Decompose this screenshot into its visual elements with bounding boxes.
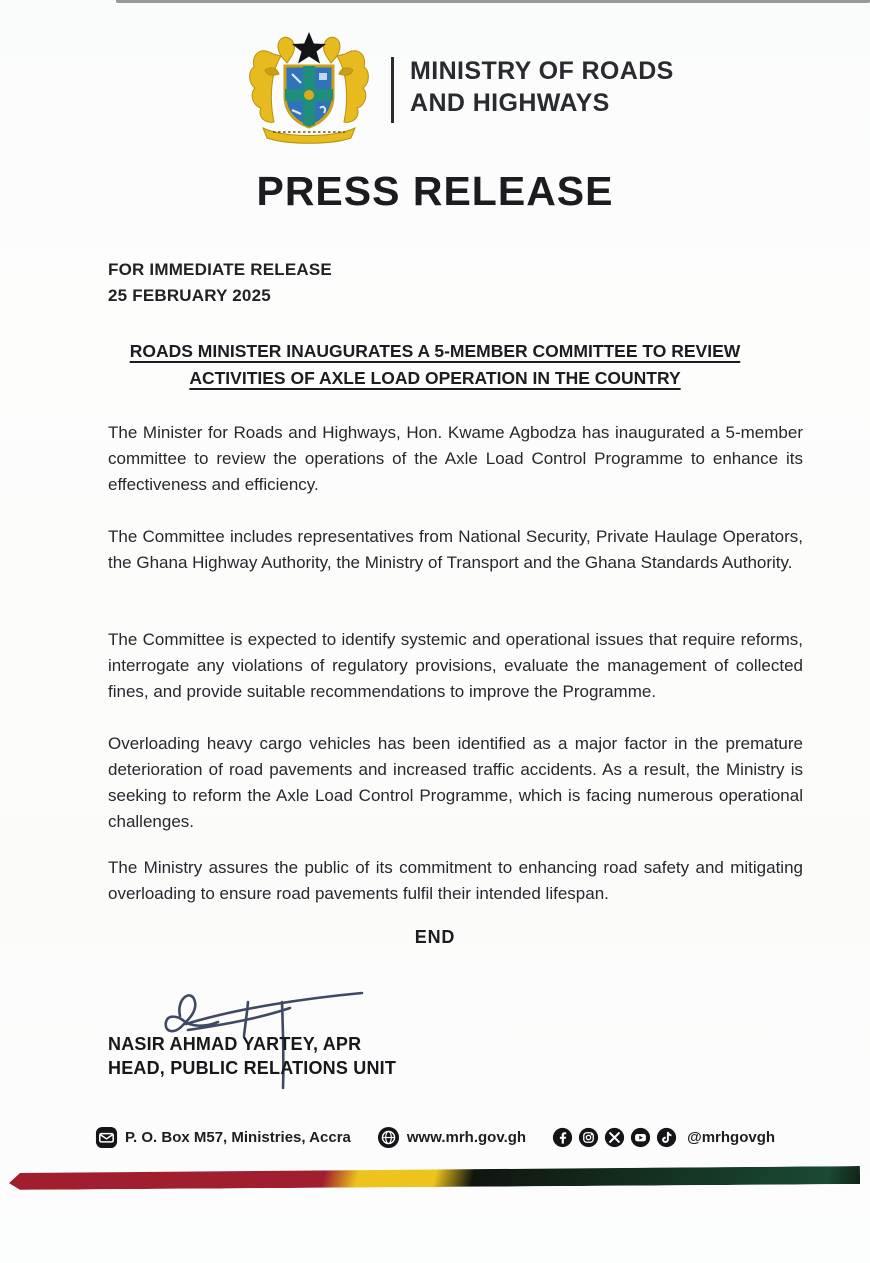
paragraph-3: The Committee is expected to identify systemic and operational issues that require reforms, interrogate any violations of regulatory provisions, evaluate the management of collected fines, and provide suitable recommendations to improve the Programme. [108,630,803,701]
signatory-title: HEAD, PUBLIC RELATIONS UNIT [108,1058,397,1078]
envelope-icon [95,1126,118,1149]
address-text: P. O. Box M57, Ministries, Accra [124,1129,351,1146]
footer-contact-bar [0,1126,870,1149]
headline-line1: ROADS MINISTER INAUGURATES A 5-MEMBER COMMITTEE TO REVIEW [129,341,741,361]
website [377,1126,526,1149]
ministry-name-line1: MINISTRY OF ROADS [410,57,674,85]
ghana-flag-stripe [9,1166,860,1190]
document-title: PRESS RELEASE [256,168,614,214]
tiktok-icon [656,1127,677,1148]
paragraph-1: The Minister for Roads and Highways, Hon. Kwame Agbodza has inaugurated a 5-member committee to review the operations of the Axle Load Control Programme to enhance its effectiveness and efficiency. [108,423,803,494]
release-info [108,257,332,309]
youtube-icon [630,1127,651,1148]
paragraph-2: The Committee includes representatives from National Security, Private Haulage Operators, the Ghana Highway Authority, the Ministry of Transport and the Ghana Standards Authority. [108,527,803,572]
x-icon [604,1127,625,1148]
social-links [552,1127,775,1148]
facebook-icon [552,1127,573,1148]
end-marker: END [414,927,456,947]
headline-line2: ACTIVITIES OF AXLE LOAD OPERATION IN THE COUNTRY [189,368,681,388]
release-status: FOR IMMEDIATE RELEASE [108,260,332,279]
ministry-name-line2: AND HIGHWAYS [410,89,610,117]
signatory-block [108,1032,396,1080]
header-divider [391,57,394,123]
ghana-coat-of-arms-icon [243,26,375,146]
scan-edge-artifact [116,0,870,3]
website-text: www.mrh.gov.gh [406,1129,527,1146]
social-handle-text: @mrhgovgh [687,1129,776,1146]
paragraph-5: The Ministry assures the public of its commitment to enhancing road safety and mitigating overloading to ensure road pavements fulfil their intended lifespan. [108,858,803,903]
signatory-name: NASIR AHMAD YARTEY, APR [108,1034,362,1054]
headline [85,338,785,392]
release-date: 25 FEBRUARY 2025 [108,286,271,305]
postal-address [95,1126,351,1149]
globe-icon [377,1126,400,1149]
ministry-name [410,55,674,119]
paragraph-4: Overloading heavy cargo vehicles has been identified as a major factor in the premature deterioration of road pavements and increased traffic accidents. As a result, the Ministry is seeking to reform the Axle Load Control Programme, which is facing numerous operational challenges. [108,734,803,831]
instagram-icon [578,1127,599,1148]
